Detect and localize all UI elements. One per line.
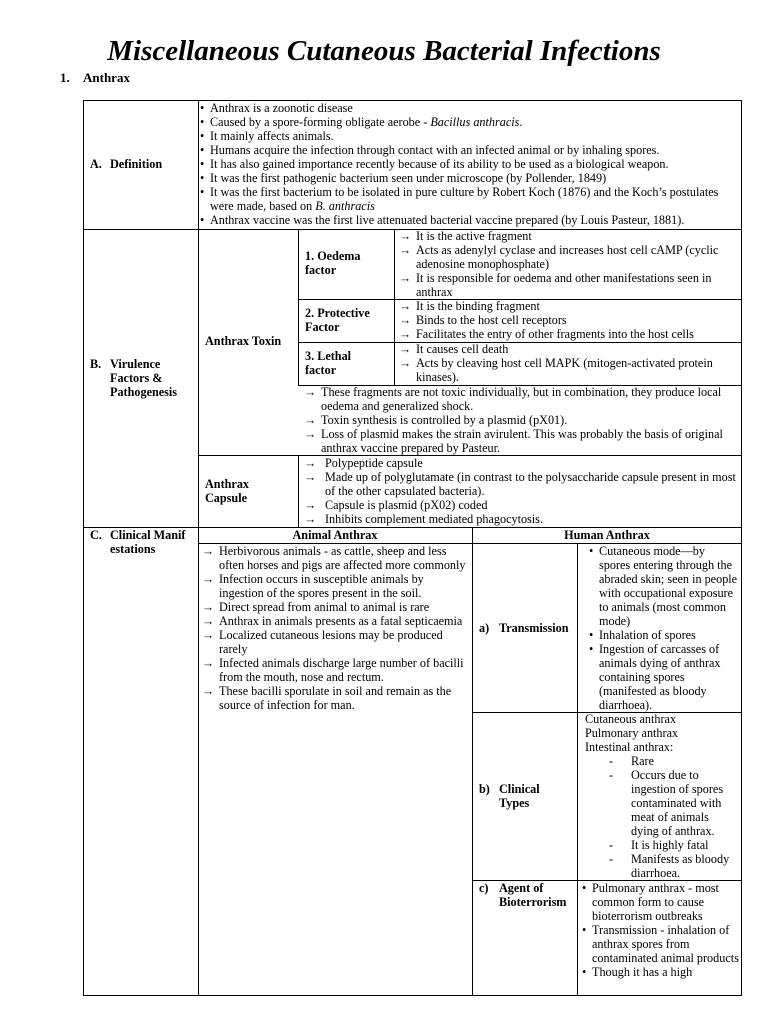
list-item: • Pulmonary anthrax - most common form to cause bioterrorism outbreaks bbox=[581, 881, 739, 923]
list-item: • Transmission - inhalation of anthrax spores from contaminated animal products bbox=[581, 923, 739, 965]
capsule-divider bbox=[298, 455, 299, 527]
list-item: → Infection occurs in susceptible animals by ingestion of the spores present in the soil. bbox=[201, 572, 469, 600]
list-item: - Rare bbox=[607, 754, 735, 768]
list-item: • Though it has a high bbox=[581, 965, 739, 979]
section-name: Anthrax bbox=[83, 70, 130, 85]
section-number: 1. bbox=[60, 70, 70, 85]
definition-label: A. Definition bbox=[90, 157, 163, 171]
toxin-factor-divider bbox=[298, 229, 299, 385]
page-title: Miscellaneous Cutaneous Bacterial Infections bbox=[107, 35, 661, 67]
list-item: → It is responsible for oedema and other manifestations seen in anthrax bbox=[398, 271, 738, 299]
list-item: • It was the first bacterium to be isolated in pure culture by Robert Koch (1876) and the Koch’s postulates were made, based on B. anthracis bbox=[199, 185, 739, 213]
list-item: • Cutaneous mode—by spores entering through the abraded skin; seen in people with occupational exposure to animals (most common mode) bbox=[588, 544, 738, 628]
oedema-factor-list bbox=[398, 229, 738, 299]
list-item: • Inhalation of spores bbox=[588, 628, 738, 642]
animal-human-divider bbox=[472, 527, 473, 996]
list-item: → Inhibits complement mediated phagocytosis. bbox=[303, 512, 739, 526]
list-item: • Anthrax vaccine was the first live attenuated bacterial vaccine prepared (by Louis Pasteur, 1881). bbox=[199, 213, 739, 227]
list-item: Pulmonary anthrax bbox=[585, 726, 679, 740]
anthrax-toxin-label: Anthrax Toxin bbox=[205, 334, 282, 348]
definition-list bbox=[199, 101, 739, 227]
list-item: → These fragments are not toxic individually, but in combination, they produce local oedema and generalized shock. bbox=[303, 385, 739, 413]
clinical-types-label: b) Clinical Types bbox=[479, 782, 540, 810]
clinical-types-lines bbox=[585, 712, 678, 754]
transmission-label: a) Transmission bbox=[479, 621, 569, 635]
list-item: • Caused by a spore-forming obligate aerobe - Bacillus anthracis. bbox=[199, 115, 739, 129]
protective-factor-list bbox=[398, 299, 738, 341]
toxin-notes-list bbox=[303, 385, 739, 455]
list-item: → Acts as adenylyl cyclase and increases host cell cAMP (cyclic adenosine monophosphate) bbox=[398, 243, 738, 271]
list-item: Intestinal anthrax: bbox=[585, 740, 674, 754]
list-item: → These bacilli sporulate in soil and remain as the source of infection for man. bbox=[201, 684, 469, 712]
list-item: • Anthrax is a zoonotic disease bbox=[199, 101, 739, 115]
bioterrorism-label: c) Agent of Bioterrorism bbox=[479, 881, 567, 909]
list-item: → Made up of polyglutamate (in contrast to the polysaccharide capsule present in most of the other capsulated bacteria). bbox=[303, 470, 739, 498]
list-item: → It causes cell death bbox=[398, 342, 738, 356]
list-item: → Anthrax in animals presents as a fatal septicaemia bbox=[201, 614, 469, 628]
intestinal-anthrax-list bbox=[607, 754, 735, 880]
list-item: → Toxin synthesis is controlled by a plasmid (pX01). bbox=[303, 413, 739, 427]
list-item: → Loss of plasmid makes the strain avirulent. This was probably the basis of original anthrax vaccine prepared by Pasteur. bbox=[303, 427, 739, 455]
list-item: • Ingestion of carcasses of animals dying of anthrax containing spores (manifested as bloody diarrhoea). bbox=[588, 642, 738, 712]
list-item: • Humans acquire the infection through contact with an infected animal or by inhaling spores. bbox=[199, 143, 739, 157]
capsule-list bbox=[303, 456, 739, 526]
list-item: → Herbivorous animals - as cattle, sheep and less often horses and pigs are affected more commonly bbox=[201, 544, 469, 572]
list-item: → Facilitates the entry of other fragments into the host cells bbox=[398, 327, 738, 341]
list-item: → It is the binding fragment bbox=[398, 299, 738, 313]
human-anthrax-header: Human Anthrax bbox=[564, 528, 650, 542]
list-item: • It has also gained importance recently because of its ability to be used as a biological weapon. bbox=[199, 157, 739, 171]
list-item: → Localized cutaneous lesions may be produced rarely bbox=[201, 628, 469, 656]
list-item: → Acts by cleaving host cell MAPK (mitogen-activated protein kinases). bbox=[398, 356, 738, 384]
animal-anthrax-header: Animal Anthrax bbox=[292, 528, 378, 542]
section-heading bbox=[60, 70, 130, 86]
list-item: → Infected animals discharge large number of bacilli from the mouth, nose and rectum. bbox=[201, 656, 469, 684]
toxin-points-divider bbox=[394, 229, 395, 385]
protective-factor-label: 2. Protective Factor bbox=[305, 306, 370, 334]
list-item: → Binds to the host cell receptors bbox=[398, 313, 738, 327]
virulence-label: B. Virulence Factors & Pathogenesis bbox=[90, 357, 178, 399]
bioterrorism-list bbox=[581, 881, 739, 979]
list-item: - It is highly fatal bbox=[607, 838, 735, 852]
list-item: → Capsule is plasmid (pX02) coded bbox=[303, 498, 739, 512]
transmission-list bbox=[588, 544, 738, 712]
list-item: → Polypeptide capsule bbox=[303, 456, 739, 470]
label-column-divider bbox=[198, 100, 199, 996]
lethal-factor-list bbox=[398, 342, 738, 384]
list-item: • It mainly affects animals. bbox=[199, 129, 739, 143]
clinical-label: C. Clinical Manifestations bbox=[90, 528, 186, 556]
list-item: - Occurs due to ingestion of spores contaminated with meat of animals dying of anthrax. bbox=[607, 768, 735, 838]
lethal-factor-label: 3. Lethal factor bbox=[305, 349, 352, 377]
oedema-factor-label: 1. Oedema factor bbox=[305, 249, 361, 277]
list-item: → Direct spread from animal to animal is rare bbox=[201, 600, 469, 614]
anthrax-capsule-label: Anthrax Capsule bbox=[205, 477, 250, 505]
list-item: - Manifests as bloody diarrhoea. bbox=[607, 852, 735, 880]
animal-anthrax-list bbox=[201, 544, 469, 712]
list-item: → It is the active fragment bbox=[398, 229, 738, 243]
list-item: Cutaneous anthrax bbox=[585, 712, 677, 726]
human-subcolumn-divider bbox=[577, 543, 578, 996]
list-item: • It was the first pathogenic bacterium seen under microscope (by Pollender, 1849) bbox=[199, 171, 739, 185]
